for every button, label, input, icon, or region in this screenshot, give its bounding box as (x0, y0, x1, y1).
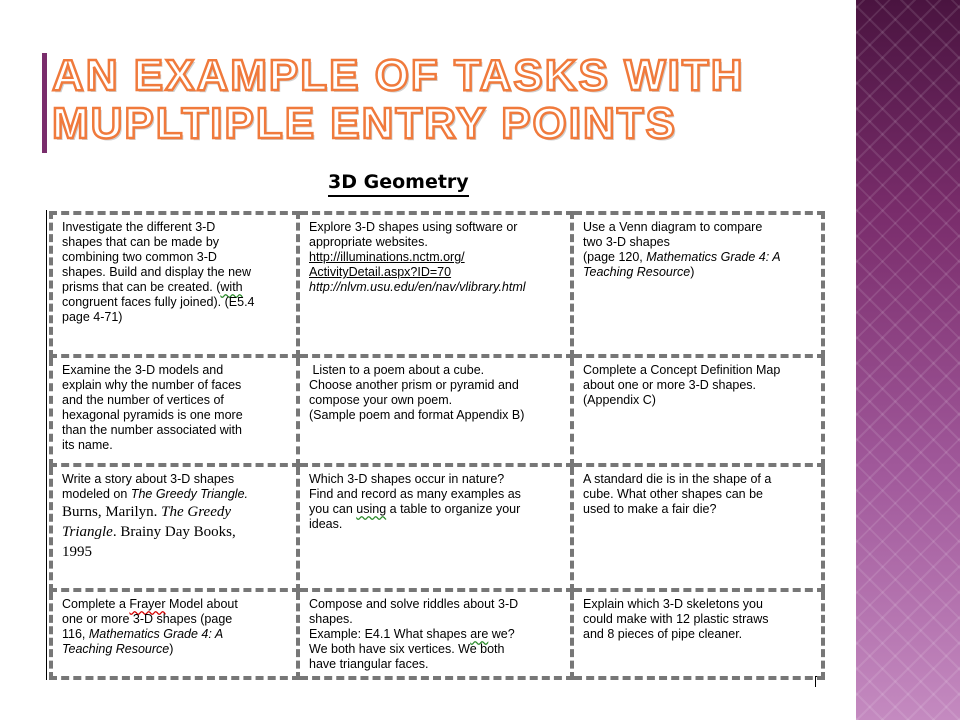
cell-text-line: than the number associated with (62, 423, 242, 438)
cell-text-fragment: you can (309, 502, 353, 517)
cell-text-fragment: a table to organize your (389, 502, 521, 517)
spelling-marked-word: Frayer (129, 597, 166, 612)
cell-text-line: shapes. Build and display the new (62, 265, 252, 279)
task-cell-r4c2 (298, 590, 572, 678)
task-cell-r4c3 (572, 590, 823, 678)
cell-text-line: cube. What other shapes can be (583, 487, 763, 502)
task-cell-r3c3 (572, 465, 823, 590)
cell-text-fragment: we? (491, 627, 515, 642)
task-cell-r1c1 (51, 213, 298, 356)
citation-line (62, 522, 288, 542)
table-left-rule (46, 210, 47, 680)
cell-text-fragment: ) (169, 642, 174, 657)
cell-text-fragment: ) (690, 265, 695, 279)
grid-row-3 (51, 465, 823, 590)
cell-text-line: Explore 3-D shapes using software or (309, 220, 518, 234)
cell-text-line (62, 280, 288, 295)
citation-title: Triangle (62, 524, 113, 541)
cell-text-line: A standard die is in the shape of a (583, 472, 772, 487)
cell-text-line: about one or more 3-D shapes. (583, 378, 757, 393)
grid-row-4 (51, 590, 823, 678)
cell-text-line (309, 502, 562, 517)
cell-text-fragment: Model about (169, 597, 238, 612)
cell-text-line: used to make a fair die? (583, 502, 717, 517)
cell-text-line: one or more 3-D shapes (page (62, 612, 233, 627)
task-cell-r4c1 (51, 590, 298, 678)
grammar-marked-word: with (220, 280, 243, 294)
citation-year: 1995 (62, 544, 92, 561)
title-line-2: MUPLTIPLE ENTRY POINTS (52, 99, 678, 148)
cell-text-line: Choose another prism or pyramid and (309, 378, 519, 393)
cell-text-line: (Appendix C) (583, 393, 656, 408)
cell-text-line: shapes. (309, 612, 353, 627)
resource-title: Teaching Resource (583, 265, 691, 279)
cell-text-fragment: modeled on (62, 487, 128, 502)
cell-text-fragment: (page 120, (583, 250, 643, 264)
task-cell-r1c2 (298, 213, 572, 356)
resource-title: Mathematics Grade 4: A (646, 250, 781, 264)
task-cell-r3c1 (51, 465, 298, 590)
resource-title: Teaching Resource (62, 642, 170, 657)
cell-text-fragment: faces fully joined). (E5.4 (121, 295, 255, 309)
website-link[interactable]: http://illuminations.nctm.org/ (309, 250, 465, 264)
cell-text-line: Which 3-D shapes occur in nature? (309, 472, 505, 487)
cell-text-line: and the number of vertices of (62, 393, 224, 408)
cell-text-line (583, 250, 813, 265)
title-line-1: AN EXAMPLE OF TASKS WITH (52, 51, 745, 100)
citation-publisher: . Brainy Day Books, (112, 524, 236, 541)
cell-text-line (62, 597, 288, 612)
cell-text-fragment: prisms that can be created. ( (62, 280, 221, 294)
cell-text-line: combining two common 3-D (62, 250, 217, 264)
grid-row-2 (51, 356, 823, 465)
task-cell-r1c3 (572, 213, 823, 356)
task-grid (49, 211, 825, 680)
slide-title (52, 52, 832, 148)
grammar-marked-word: are (470, 627, 489, 642)
cell-text-line: Investigate the different 3-D (62, 220, 216, 234)
title-accent-bar (42, 53, 47, 153)
grid-row-1 (51, 213, 823, 356)
cell-text-line (309, 627, 562, 642)
cell-text-line (62, 295, 288, 310)
cell-text-line: Find and record as many examples as (309, 487, 521, 502)
cell-text-line: hexagonal pyramids is one more (62, 408, 243, 423)
book-title: The Greedy Triangle. (130, 487, 248, 502)
cell-text-line: could make with 12 plastic straws (583, 612, 769, 627)
cell-text-line: Write a story about 3-D shapes (62, 472, 235, 487)
cell-text-line: Use a Venn diagram to compare (583, 220, 763, 234)
cell-text-line: have triangular faces. (309, 657, 429, 672)
citation-title: The Greedy (161, 504, 232, 521)
cell-text-line: Explain which 3-D skeletons you (583, 597, 763, 612)
cell-text-line: ideas. (309, 517, 343, 532)
cell-text-line: (Sample poem and format Appendix B) (309, 408, 525, 423)
cell-text-fragment: Complete a (62, 597, 126, 612)
cell-text-line: appropriate websites. (309, 235, 428, 249)
cell-text-line: We both have six vertices. We both (309, 642, 505, 657)
cell-text-line (62, 627, 288, 642)
cell-text-line: its name. (62, 438, 113, 453)
cell-text-line: Compose and solve riddles about 3-D (309, 597, 519, 612)
cell-text-line (62, 487, 288, 502)
decorative-sidebar (856, 0, 960, 720)
cell-text-line: Examine the 3-D models and (62, 363, 224, 378)
cell-text-line: compose your own poem. (309, 393, 453, 408)
task-cell-r2c1 (51, 356, 298, 465)
cell-text-line: Complete a Concept Definition Map (583, 363, 781, 378)
cell-text-fragment: Example: E4.1 What shapes (309, 627, 467, 642)
website-link[interactable]: ActivityDetail.aspx?ID=70 (309, 265, 452, 279)
cell-text-line (583, 265, 813, 280)
cell-text-line: shapes that can be made by (62, 235, 220, 249)
citation-line (62, 502, 288, 522)
task-cell-r3c2 (298, 465, 572, 590)
cell-text-line: page 4-71) (62, 310, 123, 324)
cell-text-line: two 3-D shapes (583, 235, 670, 249)
task-cell-r2c2 (298, 356, 572, 465)
grammar-marked-word: using (356, 502, 387, 517)
website-link-text: http://nlvm.usu.edu/en/nav/vlibrary.html (309, 280, 526, 294)
cell-text-line (62, 642, 288, 657)
resource-title: Mathematics Grade 4: A (88, 627, 224, 642)
cell-text-fragment: congruent (62, 295, 118, 309)
cell-text-line: Listen to a poem about a cube. (309, 363, 485, 378)
slide-subtitle: 3D Geometry (328, 170, 469, 197)
cell-text-fragment: 116, (62, 627, 86, 642)
citation-author: Burns, Marilyn. (62, 504, 158, 521)
cell-text-line: and 8 pieces of pipe cleaner. (583, 627, 743, 642)
task-cell-r2c3 (572, 356, 823, 465)
cell-text-line: explain why the number of faces (62, 378, 242, 393)
